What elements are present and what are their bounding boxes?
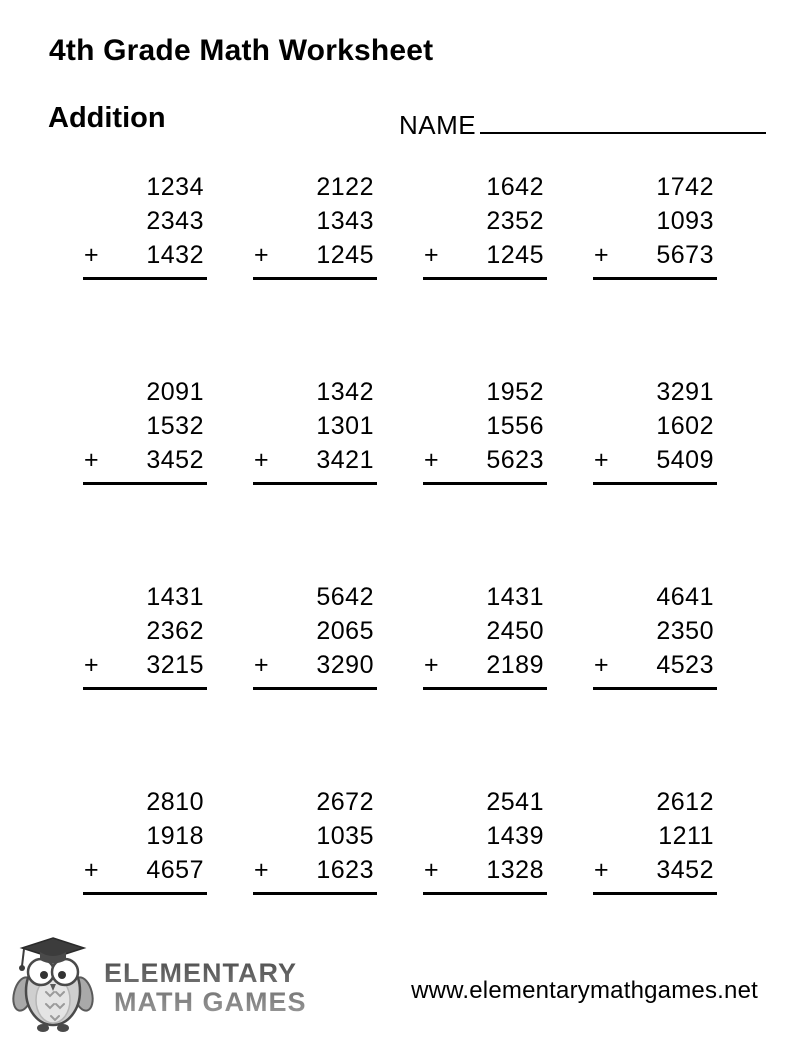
addend: 1623 xyxy=(316,856,374,884)
addition-problem-12 xyxy=(593,580,717,690)
addend: 2672 xyxy=(316,788,374,816)
addend: 1642 xyxy=(486,173,544,201)
addend-row xyxy=(83,648,207,682)
addend-row xyxy=(253,443,377,477)
plus-operator: + xyxy=(84,651,100,679)
addend-row xyxy=(253,648,377,682)
addend: 1556 xyxy=(486,412,544,440)
answer-line xyxy=(83,482,207,485)
addition-problem-10 xyxy=(253,580,377,690)
addend-row xyxy=(593,238,717,272)
plus-operator: + xyxy=(254,856,270,884)
addend: 2612 xyxy=(656,788,714,816)
addend: 3290 xyxy=(316,651,374,679)
answer-line xyxy=(83,687,207,690)
answer-line xyxy=(423,277,547,280)
addend-row xyxy=(253,238,377,272)
addend: 2122 xyxy=(316,173,374,201)
addend: 1342 xyxy=(316,378,374,406)
addend: 1432 xyxy=(146,241,204,269)
addend-row xyxy=(253,853,377,887)
plus-operator: + xyxy=(254,446,270,474)
plus-operator: + xyxy=(84,856,100,884)
addend: 1439 xyxy=(486,822,544,850)
answer-line xyxy=(253,482,377,485)
owl-graduation-cap-icon xyxy=(10,936,98,1039)
addend: 1431 xyxy=(146,583,204,611)
addend-row xyxy=(593,648,717,682)
addend: 1952 xyxy=(486,378,544,406)
addend: 4657 xyxy=(146,856,204,884)
answer-line xyxy=(423,687,547,690)
plus-operator: + xyxy=(424,651,440,679)
addend: 2091 xyxy=(146,378,204,406)
addition-problem-7 xyxy=(423,375,547,485)
plus-operator: + xyxy=(594,651,610,679)
plus-operator: + xyxy=(84,241,100,269)
addend: 2189 xyxy=(486,651,544,679)
answer-line xyxy=(253,687,377,690)
logo-line-1: ELEMENTARY xyxy=(104,957,298,988)
addend: 5642 xyxy=(316,583,374,611)
addition-problem-9 xyxy=(83,580,207,690)
addend: 5623 xyxy=(486,446,544,474)
logo-line-2: MATH GAMES xyxy=(114,986,307,1017)
answer-line xyxy=(593,892,717,895)
plus-operator: + xyxy=(594,856,610,884)
answer-line xyxy=(423,892,547,895)
addend: 1343 xyxy=(316,207,374,235)
answer-line xyxy=(83,277,207,280)
addition-problem-5 xyxy=(83,375,207,485)
logo-wordmark xyxy=(104,959,307,1017)
plus-operator: + xyxy=(84,446,100,474)
addend-row xyxy=(423,443,547,477)
addend: 2810 xyxy=(146,788,204,816)
addend: 1211 xyxy=(658,822,714,850)
plus-operator: + xyxy=(424,446,440,474)
addend: 1918 xyxy=(146,822,204,850)
addition-problem-11 xyxy=(423,580,547,690)
answer-line xyxy=(83,892,207,895)
addition-problem-4 xyxy=(593,170,717,280)
answer-line xyxy=(423,482,547,485)
addition-problem-16 xyxy=(593,785,717,895)
addend: 1602 xyxy=(656,412,714,440)
addend: 1234 xyxy=(146,173,204,201)
addend-row xyxy=(423,853,547,887)
addend: 4523 xyxy=(656,651,714,679)
addend: 5409 xyxy=(656,446,714,474)
addend: 1093 xyxy=(656,207,714,235)
plus-operator: + xyxy=(424,856,440,884)
addend: 2362 xyxy=(146,617,204,645)
answer-line xyxy=(593,482,717,485)
problems-grid xyxy=(60,170,740,895)
addend-row xyxy=(83,443,207,477)
addend: 1245 xyxy=(316,241,374,269)
plus-operator: + xyxy=(254,651,270,679)
addend: 1035 xyxy=(316,822,374,850)
name-fill-line xyxy=(480,110,766,134)
addend-row xyxy=(423,238,547,272)
addend: 2352 xyxy=(486,207,544,235)
site-logo xyxy=(10,936,307,1039)
addend: 2343 xyxy=(146,207,204,235)
plus-operator: + xyxy=(424,241,440,269)
addition-problem-1 xyxy=(83,170,207,280)
addition-problem-13 xyxy=(83,785,207,895)
page-title: 4th Grade Math Worksheet xyxy=(49,34,434,67)
addition-problem-3 xyxy=(423,170,547,280)
addend: 1245 xyxy=(486,241,544,269)
addition-problem-6 xyxy=(253,375,377,485)
addend: 2350 xyxy=(656,617,714,645)
addend-row xyxy=(423,648,547,682)
addend: 4641 xyxy=(656,583,714,611)
addend: 1532 xyxy=(146,412,204,440)
addend-row xyxy=(83,238,207,272)
plus-operator: + xyxy=(594,241,610,269)
plus-operator: + xyxy=(254,241,270,269)
name-label: NAME xyxy=(399,110,477,140)
addend: 2541 xyxy=(486,788,544,816)
plus-operator: + xyxy=(594,446,610,474)
addend: 1328 xyxy=(486,856,544,884)
name-block xyxy=(399,110,766,141)
answer-line xyxy=(253,892,377,895)
addend: 3291 xyxy=(656,378,714,406)
section-title: Addition xyxy=(48,102,166,134)
addend-row xyxy=(593,853,717,887)
addend: 1742 xyxy=(656,173,714,201)
addition-problem-8 xyxy=(593,375,717,485)
addend: 3452 xyxy=(146,446,204,474)
addend: 1301 xyxy=(316,412,374,440)
answer-line xyxy=(593,687,717,690)
answer-line xyxy=(593,277,717,280)
website-url: www.elementarymathgames.net xyxy=(411,977,758,1004)
addend: 2450 xyxy=(486,617,544,645)
answer-line xyxy=(253,277,377,280)
addend: 1431 xyxy=(486,583,544,611)
addition-problem-14 xyxy=(253,785,377,895)
addend: 2065 xyxy=(316,617,374,645)
addend-row xyxy=(593,443,717,477)
addend: 3452 xyxy=(656,856,714,884)
addition-problem-15 xyxy=(423,785,547,895)
addend-row xyxy=(83,853,207,887)
addend: 5673 xyxy=(656,241,714,269)
addend: 3215 xyxy=(146,651,204,679)
addition-problem-2 xyxy=(253,170,377,280)
addend: 3421 xyxy=(316,446,374,474)
